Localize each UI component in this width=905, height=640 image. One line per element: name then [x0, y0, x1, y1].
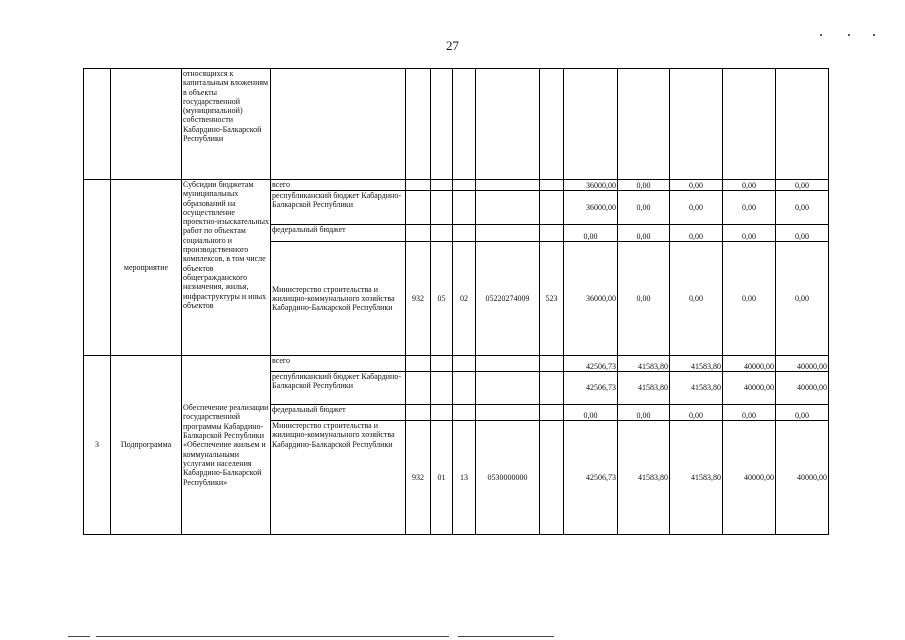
amount-year-1: 36000,00 [564, 191, 618, 225]
funding-source: республиканский бюджет Кабардино- Балкарской Республики [271, 191, 406, 225]
table-cell [84, 180, 111, 356]
measure-name-continuation: относящихся к капитальным вложениям в объекты государственной (муниципальной) собственности Кабардино-Балкарской Республики [182, 69, 271, 180]
expense-type-code [540, 180, 564, 191]
grbs-code [406, 356, 431, 372]
amount-year-2: 41583,80 [618, 372, 670, 405]
grbs-code [406, 191, 431, 225]
funding-source: федеральный бюджет [271, 225, 406, 242]
footer-rule [96, 636, 449, 637]
amount-year-4: 0,00 [723, 225, 776, 242]
footer-rule [68, 636, 90, 637]
table-cell [84, 69, 111, 180]
row-number: 3 [84, 356, 111, 535]
funding-source: Министерство строительства и жилищно-коммунального хозяйства Кабардино-Балкарской Республики [271, 421, 406, 535]
expense-type-code [540, 191, 564, 225]
amount-year-4: 0,00 [723, 405, 776, 421]
section-code: 01 [431, 421, 453, 535]
amount-year-3: 41583,80 [670, 356, 723, 372]
amount-year-3: 0,00 [670, 191, 723, 225]
amount-year-3: 0,00 [670, 405, 723, 421]
subsection-code [453, 356, 476, 372]
amount-year-5: 0,00 [776, 225, 829, 242]
amount-year-5: 0,00 [776, 191, 829, 225]
subprogram-name: Обеспечение реализации государственной программы Кабардино-Балкарской Республики «Обеспечение жильем и коммунальными услугами населения Кабардино-Балкарской Республики» [182, 356, 271, 535]
grbs-code [406, 225, 431, 242]
funding-source: федеральный бюджет [271, 405, 406, 421]
amount-year-4: 0,00 [723, 191, 776, 225]
amount-year-3: 0,00 [670, 225, 723, 242]
section-code [431, 225, 453, 242]
amount-year-4: 0,00 [723, 242, 776, 356]
amount-year-1: 42506,73 [564, 356, 618, 372]
subsection-code [453, 191, 476, 225]
table-cell [670, 69, 723, 180]
amount-year-3: 41583,80 [670, 372, 723, 405]
amount-year-3: 0,00 [670, 242, 723, 356]
expense-type-code [540, 372, 564, 405]
page-number: 27 [446, 38, 459, 53]
amount-year-2: 0,00 [618, 180, 670, 191]
table-cell [406, 69, 431, 180]
expense-type-code [540, 225, 564, 242]
target-article-code [476, 191, 540, 225]
amount-year-1: 36000,00 [564, 180, 618, 191]
subsection-code [453, 180, 476, 191]
target-article-code: 0530000000 [476, 421, 540, 535]
amount-year-4: 40000,00 [723, 372, 776, 405]
row-type-label: Подпрограмма [111, 356, 182, 535]
section-code [431, 180, 453, 191]
table-cell [476, 69, 540, 180]
table-cell [723, 69, 776, 180]
scan-mark [820, 34, 822, 36]
table-cell [776, 69, 829, 180]
amount-year-1: 36000,00 [564, 242, 618, 356]
subsection-code [453, 372, 476, 405]
target-article-code [476, 180, 540, 191]
subsection-code [453, 225, 476, 242]
footer-rule [458, 636, 554, 637]
amount-year-2: 41583,80 [618, 421, 670, 535]
table-cell [564, 69, 618, 180]
measure-name: Субсидии бюджетам муниципальных образований на осуществление проектно-изыскательных работ по объектам социального и производственного комплексов, в том числе объектов общегражданского назначения, жилья, инфраструктуры и иных объектов [182, 180, 271, 356]
expense-type-code [540, 421, 564, 535]
amount-year-3: 41583,80 [670, 421, 723, 535]
amount-year-2: 0,00 [618, 225, 670, 242]
section-code [431, 372, 453, 405]
scan-mark [848, 34, 850, 36]
table-cell [453, 69, 476, 180]
table-cell [271, 69, 406, 180]
section-code [431, 405, 453, 421]
grbs-code: 932 [406, 242, 431, 356]
target-article-code: 05220274009 [476, 242, 540, 356]
amount-year-5: 0,00 [776, 242, 829, 356]
grbs-code [406, 405, 431, 421]
table-cell [431, 69, 453, 180]
table-cell [111, 69, 182, 180]
target-article-code [476, 356, 540, 372]
table-row [84, 180, 829, 191]
section-code [431, 356, 453, 372]
expense-type-code [540, 356, 564, 372]
table-cell [618, 69, 670, 180]
budget-table [83, 68, 829, 535]
table-cell [540, 69, 564, 180]
amount-year-2: 0,00 [618, 242, 670, 356]
amount-year-2: 0,00 [618, 405, 670, 421]
amount-year-4: 40000,00 [723, 421, 776, 535]
amount-year-5: 0,00 [776, 405, 829, 421]
amount-year-5: 40000,00 [776, 372, 829, 405]
amount-year-5: 0,00 [776, 180, 829, 191]
amount-year-4: 0,00 [723, 180, 776, 191]
funding-source: республиканский бюджет Кабардино- Балкарской Республики [271, 372, 406, 405]
expense-type-code [540, 405, 564, 421]
amount-year-1: 42506,73 [564, 372, 618, 405]
scan-mark [873, 34, 875, 36]
amount-year-1: 42506,73 [564, 421, 618, 535]
amount-year-1: 0,00 [564, 405, 618, 421]
table-row [84, 356, 829, 372]
amount-year-2: 41583,80 [618, 356, 670, 372]
grbs-code [406, 180, 431, 191]
amount-year-2: 0,00 [618, 191, 670, 225]
section-code: 05 [431, 242, 453, 356]
amount-year-1: 0,00 [564, 225, 618, 242]
amount-year-3: 0,00 [670, 180, 723, 191]
row-type-label: мероприятие [111, 180, 182, 356]
section-code [431, 191, 453, 225]
amount-year-5: 40000,00 [776, 421, 829, 535]
target-article-code [476, 372, 540, 405]
subsection-code: 02 [453, 242, 476, 356]
subsection-code [453, 405, 476, 421]
grbs-code [406, 372, 431, 405]
funding-source: Министерство строительства и жилищно-коммунального хозяйства Кабардино-Балкарской Республики [271, 242, 406, 356]
table-row [84, 69, 829, 180]
grbs-code: 932 [406, 421, 431, 535]
expense-type-code: 523 [540, 242, 564, 356]
funding-source: всего [271, 180, 406, 191]
target-article-code [476, 405, 540, 421]
subsection-code: 13 [453, 421, 476, 535]
funding-source: всего [271, 356, 406, 372]
amount-year-5: 40000,00 [776, 356, 829, 372]
amount-year-4: 40000,00 [723, 356, 776, 372]
target-article-code [476, 225, 540, 242]
